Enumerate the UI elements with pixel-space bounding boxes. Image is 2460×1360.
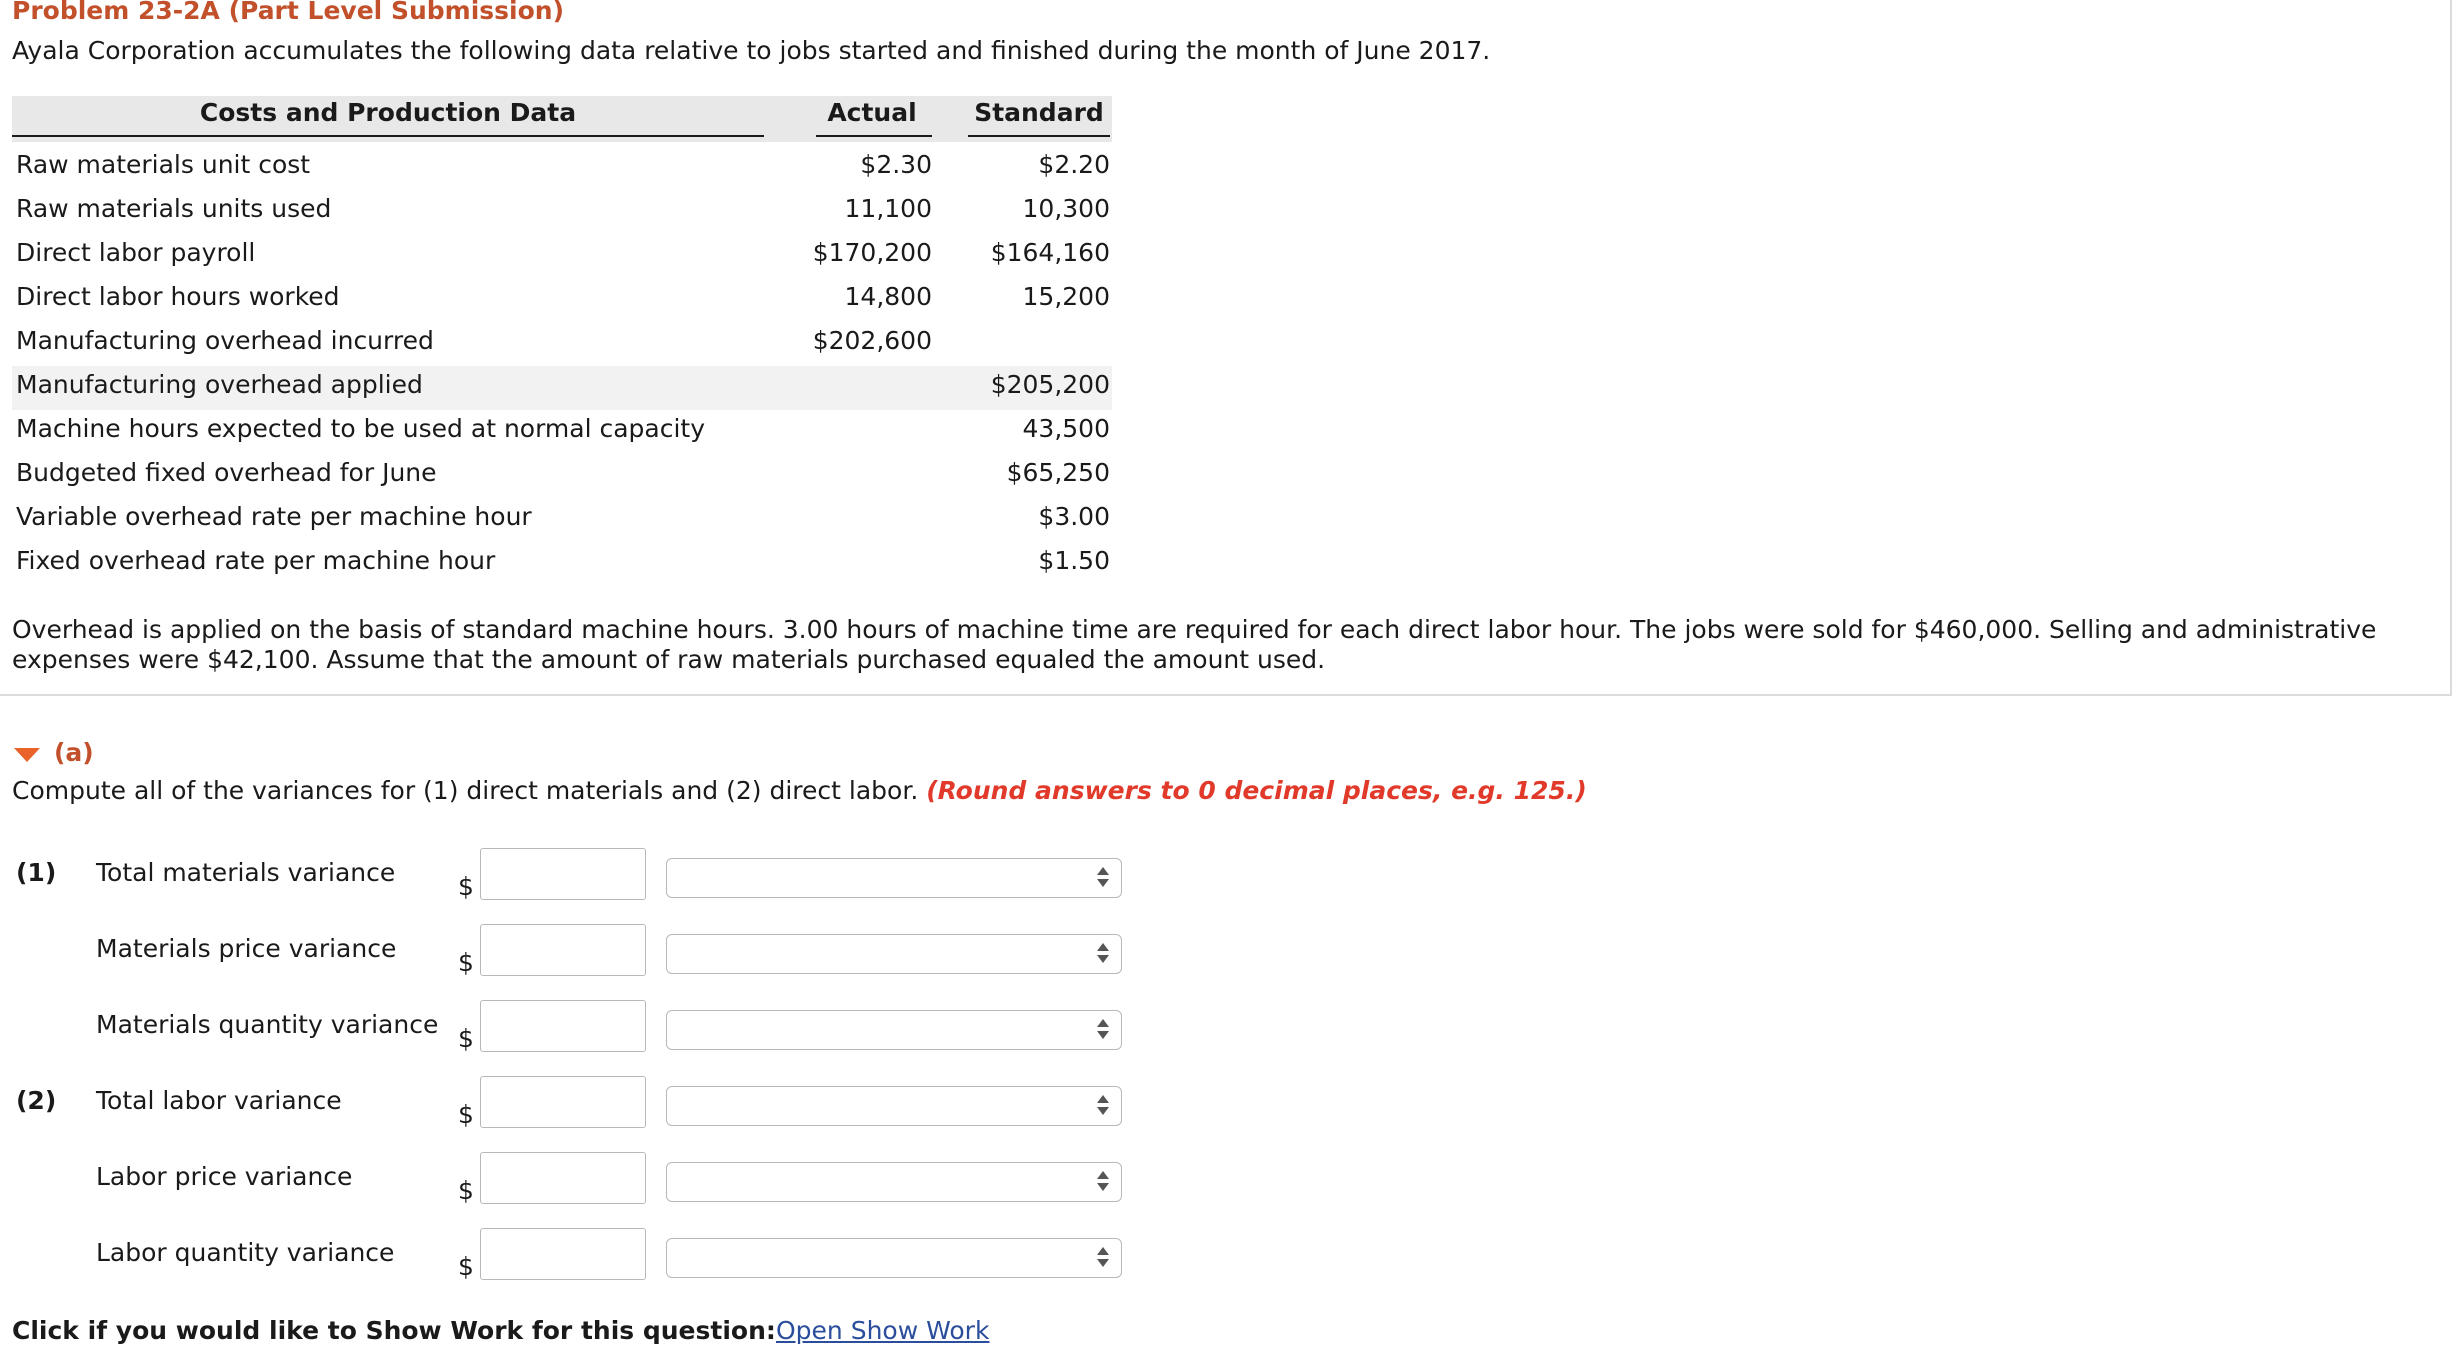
total-materials-variance-input[interactable] — [480, 848, 646, 900]
select-arrows-icon — [1097, 1095, 1109, 1117]
variance-label: Total materials variance — [96, 858, 396, 887]
dollar-sign: $ — [458, 1252, 474, 1281]
table-row-label: Budgeted fixed overhead for June — [16, 458, 437, 487]
labor-quantity-variance-input[interactable] — [480, 1228, 646, 1280]
select-arrows-icon — [1097, 1019, 1109, 1041]
open-show-work-link[interactable]: Open Show Work — [776, 1316, 990, 1345]
part-a-label[interactable]: (a) — [54, 738, 94, 767]
variance-label: Labor price variance — [96, 1162, 353, 1191]
labor-price-variance-input[interactable] — [480, 1152, 646, 1204]
dollar-sign: $ — [458, 948, 474, 977]
total-labor-variance-input[interactable] — [480, 1076, 646, 1128]
part-a-instruction — [12, 776, 1587, 805]
select-arrows-icon — [1097, 1171, 1109, 1193]
problem-intro: Ayala Corporation accumulates the following data relative to jobs started and finished during the month of June 2017. — [12, 36, 1491, 65]
materials-quantity-variance-select[interactable] — [666, 1010, 1122, 1050]
select-arrows-icon — [1097, 1247, 1109, 1269]
materials-price-variance-select[interactable] — [666, 934, 1122, 974]
materials-price-variance-input[interactable] — [480, 924, 646, 976]
header-actual: Actual — [827, 98, 917, 127]
table-cell-standard: $3.00 — [1038, 502, 1110, 531]
total-labor-variance-select[interactable] — [666, 1086, 1122, 1126]
collapse-triangle-icon[interactable] — [14, 748, 40, 762]
rounding-note: (Round answers to 0 decimal places, e.g. 125.) — [926, 776, 1587, 805]
dollar-sign: $ — [458, 872, 474, 901]
table-row-label: Raw materials unit cost — [16, 150, 311, 179]
labor-quantity-variance-select[interactable] — [666, 1238, 1122, 1278]
table-row-label: Fixed overhead rate per machine hour — [16, 546, 496, 575]
table-row-label: Direct labor payroll — [16, 238, 256, 267]
variance-label: Materials price variance — [96, 934, 397, 963]
labor-price-variance-select[interactable] — [666, 1162, 1122, 1202]
table-cell-standard: 10,300 — [1022, 194, 1110, 223]
header-underline — [968, 135, 1110, 137]
table-cell-standard: $205,200 — [990, 370, 1110, 399]
materials-quantity-variance-input[interactable] — [480, 1000, 646, 1052]
variance-label: Total labor variance — [96, 1086, 342, 1115]
table-cell-standard: $65,250 — [1006, 458, 1110, 487]
table-cell-actual: 11,100 — [844, 194, 932, 223]
problem-paragraph: Overhead is applied on the basis of standard machine hours. 3.00 hours of machine time are required for each direct labor hour. The jobs were sold for $460,000. Selling and administrative expenses were $42,100. Assume that the amount of raw materials purchased equaled the amount used. — [12, 615, 2377, 674]
table-cell-actual: $170,200 — [812, 238, 932, 267]
header-costs-production: Costs and Production Data — [199, 98, 577, 127]
group-number: (1) — [16, 858, 57, 887]
header-underline — [12, 135, 764, 137]
table-cell-standard: $1.50 — [1038, 546, 1110, 575]
table-cell-actual: $2.30 — [860, 150, 932, 179]
table-row-label: Direct labor hours worked — [16, 282, 340, 311]
header-underline — [816, 135, 932, 137]
table-cell-standard: $2.20 — [1038, 150, 1110, 179]
total-materials-variance-select[interactable] — [666, 858, 1122, 898]
table-cell-actual: 14,800 — [844, 282, 932, 311]
select-arrows-icon — [1097, 867, 1109, 889]
instruction-text: Compute all of the variances for (1) direct materials and (2) direct labor. — [12, 776, 919, 805]
table-cell-standard: 15,200 — [1022, 282, 1110, 311]
table-cell-standard: $164,160 — [990, 238, 1110, 267]
problem-title: Problem 23-2A (Part Level Submission) — [12, 0, 565, 25]
dollar-sign: $ — [458, 1176, 474, 1205]
group-number: (2) — [16, 1086, 57, 1115]
header-standard: Standard — [974, 98, 1104, 127]
show-work-prompt: Click if you would like to Show Work for this question: — [12, 1316, 776, 1345]
table-row-label: Machine hours expected to be used at normal capacity — [16, 414, 706, 443]
variance-label: Labor quantity variance — [96, 1238, 395, 1267]
select-arrows-icon — [1097, 943, 1109, 965]
table-row-label: Manufacturing overhead incurred — [16, 326, 434, 355]
table-row-label: Manufacturing overhead applied — [16, 370, 423, 399]
variance-label: Materials quantity variance — [96, 1010, 439, 1039]
table-row-label: Raw materials units used — [16, 194, 332, 223]
dollar-sign: $ — [458, 1024, 474, 1053]
dollar-sign: $ — [458, 1100, 474, 1129]
table-cell-standard: 43,500 — [1022, 414, 1110, 443]
table-cell-actual: $202,600 — [812, 326, 932, 355]
table-row-label: Variable overhead rate per machine hour — [16, 502, 532, 531]
